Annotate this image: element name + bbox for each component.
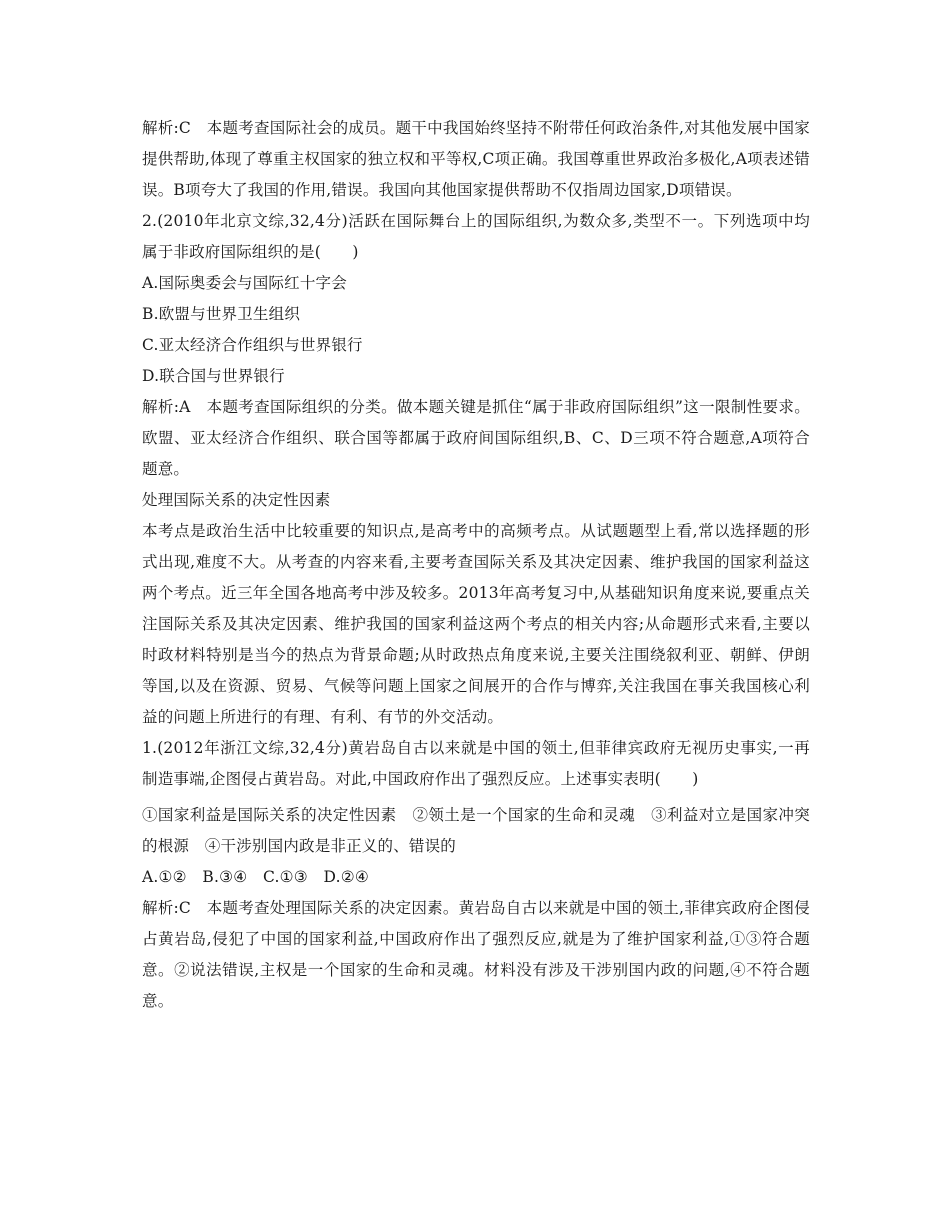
answer-analysis-1: 解析:C 本题考查国际社会的成员。题干中我国始终坚持不附带任何政治条件,对其他发展中国家提供帮助,体现了尊重主权国家的独立权和平等权,C项正确。我国尊重世界政治多极化,A项表述错误。B项夸大了我国的作用,错误。我国向其他国家提供帮助不仅指周边国家,D项错误。 <box>142 119 810 199</box>
question-1-statements: ①国家利益是国际关系的决定性因素 ②领土是一个国家的生命和灵魂 ③利益对立是国家冲突的根源 ④干涉别国内政是非正义的、错误的 <box>142 806 810 855</box>
section-intro: 本考点是政治生活中比较重要的知识点,是高考中的高频考点。从试题题型上看,常以选择题的形式出现,难度不大。从考查的内容来看,主要考查国际关系及其决定因素、维护我国的国家利益这两个考点。近三年全国各地高考中涉及较多。2013年高考复习中,从基础知识角度来说,要重点关注国际关系及其决定因素、维护我国的国家利益这两个考点的相关内容;从命题形式来看,主要以时政材料特别是当今的热点为背景命题;从时政热点角度来说,主要关注围绕叙利亚、朝鲜、伊朗等国,以及在资源、贸易、气候等问题上国家之间展开的合作与博弈,关注我国在事关我国核心利益的问题上所进行的有理、有利、有节的外交活动。 <box>142 522 810 726</box>
section-heading: 处理国际关系的决定性因素 <box>142 491 331 509</box>
question-2-stem: 2.(2010年北京文综,32,4分)活跃在国际舞台上的国际组织,为数众多,类型不一。下列选项中均属于非政府国际组织的是( ) <box>142 212 810 261</box>
answer-analysis-3: 解析:C 本题考查处理国际关系的决定因素。黄岩岛自古以来就是中国的领土,菲律宾政府企图侵占黄岩岛,侵犯了中国的国家利益,中国政府作出了强烈反应,就是为了维护国家利益,①③符合题意。②说法错误,主权是一个国家的生命和灵魂。材料没有涉及干涉别国内政的问题,④不符合题意。 <box>142 899 810 1010</box>
question-1-stem: 1.(2012年浙江文综,32,4分)黄岩岛自古以来就是中国的领土,但菲律宾政府无视历史事实,一再制造事端,企图侵占黄岩岛。对此,中国政府作出了强烈反应。上述事实表明( ) <box>142 739 810 788</box>
question-2-option-d: D.联合国与世界银行 <box>142 367 285 385</box>
answer-analysis-2: 解析:A 本题考查国际组织的分类。做本题关键是抓住“属于非政府国际组织”这一限制性要求。欧盟、亚太经济合作组织、联合国等都属于政府间国际组织,B、C、D三项不符合题意,A项符合题意。 <box>142 398 810 478</box>
question-2-option-c: C.亚太经济合作组织与世界银行 <box>142 336 363 354</box>
document-body <box>142 113 810 1017</box>
question-2-option-a: A.国际奥委会与国际红十字会 <box>142 274 347 292</box>
question-1-options: A.①② B.③④ C.①③ D.②④ <box>142 868 369 886</box>
question-2-option-b: B.欧盟与世界卫生组织 <box>142 305 301 323</box>
